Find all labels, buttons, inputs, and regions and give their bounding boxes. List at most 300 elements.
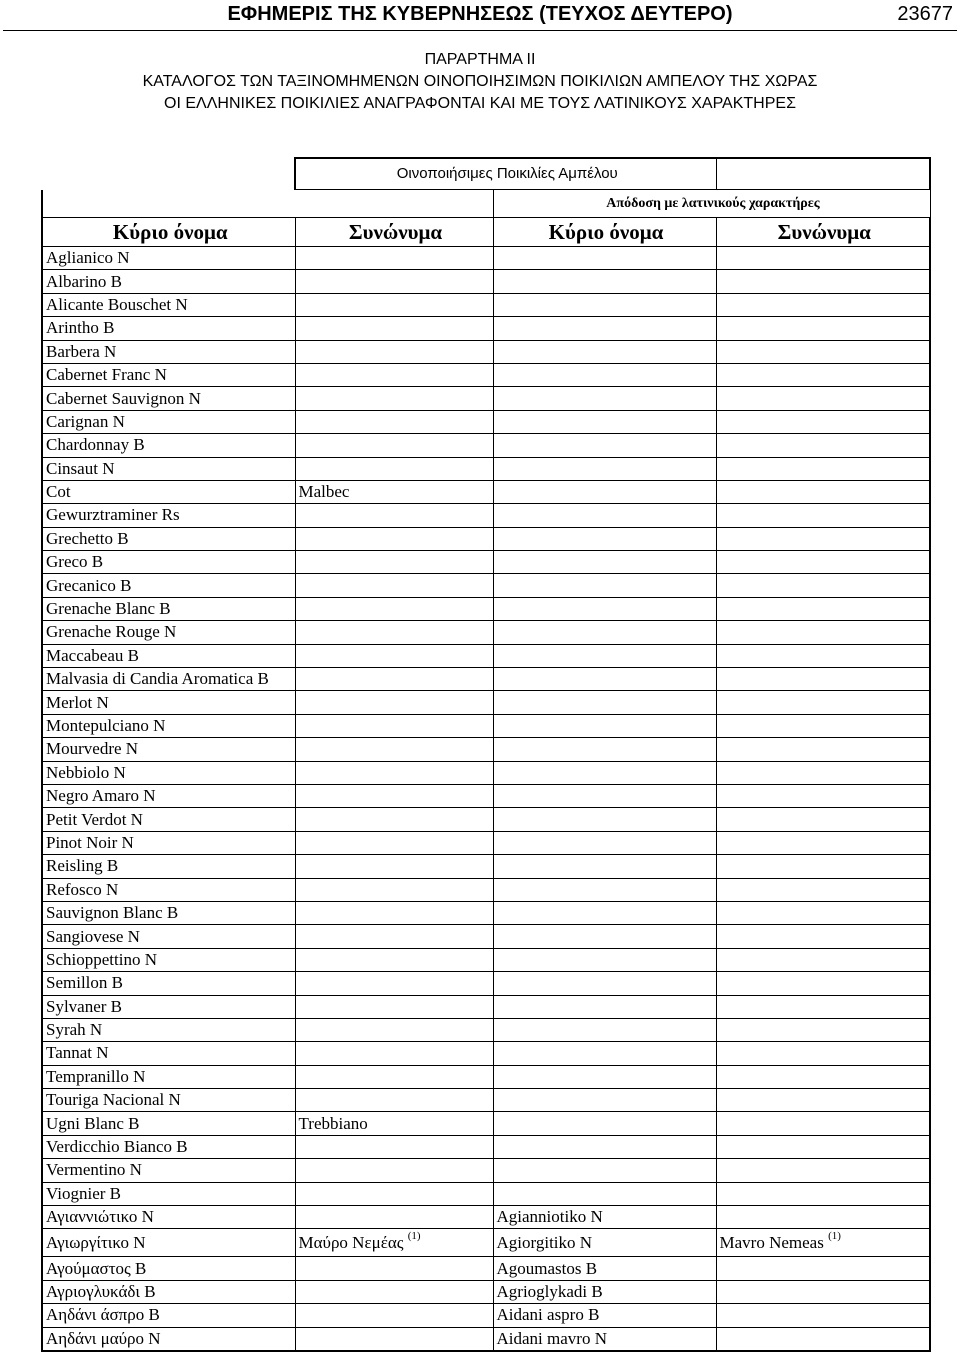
table-cell	[42, 317, 295, 340]
table-cell	[493, 410, 716, 433]
table-cell	[42, 1135, 295, 1158]
table-cell	[716, 995, 930, 1018]
table-row	[42, 714, 930, 737]
variety-main-name: Gewurztraminer Rs	[46, 505, 180, 525]
variety-main-name: Αγιαννιώτικο N	[46, 1207, 154, 1227]
table-cell	[295, 1018, 493, 1041]
table-cell	[295, 1089, 493, 1112]
table-cell	[716, 504, 930, 527]
table-cell	[295, 1304, 493, 1327]
running-title: ΕΦΗΜΕΡΙΣ ΤΗΣ ΚΥΒΕΡΝΗΣΕΩΣ (ΤΕΥΧΟΣ ΔΕΥΤΕΡΟ)	[227, 3, 733, 25]
table-cell	[42, 901, 295, 924]
table-row	[42, 901, 930, 924]
table-cell	[493, 1304, 716, 1327]
table-cell	[493, 504, 716, 527]
table-cell	[42, 410, 295, 433]
table-cell	[493, 457, 716, 480]
group-caption: Οινοποιήσιμες Ποικιλίες Αμπέλου	[295, 158, 716, 190]
table-cell	[295, 551, 493, 574]
table-cell	[295, 504, 493, 527]
table-cell	[716, 1089, 930, 1112]
document-heading	[0, 49, 960, 115]
table-cell	[716, 1304, 930, 1327]
table-cell	[716, 925, 930, 948]
footnote-marker: (1)	[828, 1230, 841, 1243]
table-cell	[716, 363, 930, 386]
table-cell	[716, 1112, 930, 1135]
table-row	[42, 387, 930, 410]
table-cell	[716, 691, 930, 714]
table-cell	[42, 293, 295, 316]
table-cell	[295, 855, 493, 878]
appendix-label: ΠΑΡΑΡΤΗΜΑ ΙΙ	[424, 51, 536, 68]
table-cell	[295, 270, 493, 293]
table-cell	[295, 363, 493, 386]
page-number: 23677	[897, 3, 953, 25]
table-cell	[493, 761, 716, 784]
table-cell	[42, 1018, 295, 1041]
table-cell	[295, 387, 493, 410]
table-cell	[42, 247, 295, 270]
table-cell	[42, 340, 295, 363]
table-cell	[42, 1280, 295, 1303]
table-row	[42, 878, 930, 901]
table-cell	[295, 574, 493, 597]
table-cell	[42, 995, 295, 1018]
variety-main-name: Verdicchio Bianco B	[46, 1137, 188, 1157]
table-cell	[295, 691, 493, 714]
table-row	[42, 363, 930, 386]
table-cell	[42, 761, 295, 784]
varieties-table	[41, 157, 931, 1352]
table-cell	[42, 480, 295, 503]
table-cell	[716, 1206, 930, 1229]
variety-main-name: Greco B	[46, 552, 104, 572]
table-cell	[493, 340, 716, 363]
table-cell	[295, 1257, 493, 1280]
variety-latin-main-name: Aidani aspro B	[496, 1305, 600, 1325]
table-cell	[493, 1280, 716, 1303]
variety-main-name: Αηδάνι άσπρο B	[46, 1305, 160, 1325]
variety-main-name: Tempranillo N	[46, 1066, 146, 1086]
variety-main-name: Montepulciano N	[46, 716, 166, 735]
table-cell	[295, 1229, 493, 1257]
table-cell	[42, 784, 295, 807]
table-cell	[493, 480, 716, 503]
table-row	[42, 1280, 930, 1303]
variety-main-name: Cabernet Sauvignon N	[46, 388, 201, 408]
variety-latin-main-name: Agoumastos B	[496, 1258, 598, 1278]
table-row	[42, 1206, 930, 1229]
variety-synonym: Μαύρο Νεμέας	[298, 1232, 404, 1252]
table-row	[42, 1304, 930, 1327]
table-cell	[716, 574, 930, 597]
variety-main-name: Sylvaner B	[46, 996, 123, 1016]
table-cell	[493, 621, 716, 644]
variety-main-name: Chardonnay B	[46, 435, 145, 455]
table-cell	[295, 317, 493, 340]
table-cell	[716, 1327, 930, 1351]
variety-main-name: Refosco N	[46, 879, 119, 899]
table-cell	[716, 1042, 930, 1065]
table-row	[42, 1018, 930, 1041]
table-row	[42, 1229, 930, 1257]
table-cell	[42, 948, 295, 971]
table-cell	[493, 1182, 716, 1205]
variety-main-name: Alicante Bouschet N	[46, 294, 188, 314]
table-row	[42, 574, 930, 597]
table-row	[42, 1135, 930, 1158]
variety-main-name: Malvasia di Candia Aromatica B	[46, 669, 269, 689]
variety-main-name: Albarino B	[46, 271, 123, 291]
table-cell	[295, 1112, 493, 1135]
table-row	[42, 551, 930, 574]
table-cell	[493, 1229, 716, 1257]
variety-main-name: Tannat N	[46, 1043, 109, 1063]
table-row	[42, 784, 930, 807]
table-cell	[295, 457, 493, 480]
table-cell	[493, 668, 716, 691]
table-cell	[716, 901, 930, 924]
table-cell	[716, 831, 930, 854]
table-cell	[42, 387, 295, 410]
table-cell	[493, 1089, 716, 1112]
table-cell	[295, 972, 493, 995]
table-cell	[716, 644, 930, 667]
table-cell	[493, 855, 716, 878]
table-cell	[295, 668, 493, 691]
variety-main-name: Αγούμαστος B	[46, 1258, 147, 1278]
table-row	[42, 668, 930, 691]
table-cell	[716, 270, 930, 293]
table-cell	[42, 1065, 295, 1088]
table-cell	[295, 831, 493, 854]
column-header-latin-synonym: Συνώνυμα	[716, 218, 930, 247]
variety-main-name: Cot	[46, 482, 71, 502]
table-cell	[295, 1327, 493, 1351]
table-row	[42, 527, 930, 550]
table-row	[42, 317, 930, 340]
table-row	[42, 410, 930, 433]
table-cell	[716, 808, 930, 831]
table-cell	[42, 714, 295, 737]
table-cell	[493, 1018, 716, 1041]
table-row	[42, 644, 930, 667]
table-cell	[493, 738, 716, 761]
table-cell	[295, 901, 493, 924]
table-cell	[493, 387, 716, 410]
table-cell	[493, 808, 716, 831]
table-cell	[493, 270, 716, 293]
variety-main-name: Touriga Nacional N	[46, 1090, 181, 1110]
table-cell	[493, 901, 716, 924]
variety-main-name: Vermentino N	[46, 1160, 142, 1180]
table-cell	[493, 878, 716, 901]
table-cell	[716, 948, 930, 971]
table-cell	[295, 597, 493, 620]
table-cell	[42, 597, 295, 620]
table-cell	[295, 808, 493, 831]
latin-caption: Απόδοση με λατινικούς χαρακτήρες	[493, 190, 930, 218]
variety-main-name: Semillon B	[46, 973, 123, 993]
table-cell	[493, 247, 716, 270]
variety-main-name: Sauvignon Blanc B	[46, 903, 179, 923]
table-cell	[295, 340, 493, 363]
table-cell	[493, 995, 716, 1018]
variety-synonym: Malbec	[298, 482, 350, 502]
table-cell	[716, 480, 930, 503]
table-cell	[42, 831, 295, 854]
table-cell	[493, 925, 716, 948]
table-cell	[493, 714, 716, 737]
variety-latin-main-name: Aidani mavro N	[496, 1328, 607, 1348]
table-cell	[295, 293, 493, 316]
table-row	[42, 1182, 930, 1205]
table-cell	[295, 925, 493, 948]
table-cell	[295, 247, 493, 270]
table-cell	[493, 597, 716, 620]
variety-main-name: Schioppettino N	[46, 949, 157, 969]
table-cell	[42, 668, 295, 691]
table-cell	[493, 1159, 716, 1182]
table-cell	[295, 878, 493, 901]
table-cell	[295, 738, 493, 761]
table-cell	[295, 434, 493, 457]
table-cell	[716, 1018, 930, 1041]
table-row	[42, 831, 930, 854]
running-header	[3, 0, 957, 31]
variety-main-name: Merlot N	[46, 692, 109, 712]
table-cell	[295, 1135, 493, 1158]
variety-main-name: Grecanico B	[46, 575, 132, 595]
table-cell	[493, 527, 716, 550]
table-cell	[716, 1182, 930, 1205]
table-row	[42, 925, 930, 948]
table-cell	[716, 293, 930, 316]
table-cell	[295, 1206, 493, 1229]
table-cell	[42, 1042, 295, 1065]
table-row	[42, 1089, 930, 1112]
table-row	[42, 855, 930, 878]
table-row	[42, 457, 930, 480]
table-row	[42, 1112, 930, 1135]
table-cell	[493, 691, 716, 714]
variety-main-name: Αγιωργίτικο N	[46, 1232, 146, 1252]
table-cell	[716, 761, 930, 784]
table-row	[42, 504, 930, 527]
variety-main-name: Ugni Blanc B	[46, 1113, 140, 1133]
table-cell	[42, 457, 295, 480]
table-cell	[42, 1304, 295, 1327]
table-cell	[42, 808, 295, 831]
table-cell	[716, 597, 930, 620]
table-cell	[716, 878, 930, 901]
table-row	[42, 597, 930, 620]
table-cell	[42, 972, 295, 995]
table-cell	[493, 434, 716, 457]
table-row	[42, 1257, 930, 1280]
table-cell	[42, 1327, 295, 1351]
table-cell	[493, 1206, 716, 1229]
table-row	[42, 691, 930, 714]
table-cell	[295, 480, 493, 503]
table-cell	[716, 1135, 930, 1158]
variety-main-name: Cinsaut N	[46, 458, 115, 478]
table-cell	[295, 761, 493, 784]
table-cell	[716, 1229, 930, 1257]
table-row	[42, 293, 930, 316]
table-cell	[42, 434, 295, 457]
table-row	[42, 270, 930, 293]
table-cell	[716, 621, 930, 644]
variety-main-name: Aglianico N	[46, 248, 130, 268]
table-row	[42, 340, 930, 363]
table-cell	[716, 668, 930, 691]
table-cell	[295, 1182, 493, 1205]
variety-main-name: Pinot Noir N	[46, 832, 134, 852]
table-row	[42, 738, 930, 761]
variety-main-name: Petit Verdot N	[46, 809, 143, 829]
variety-main-name: Grechetto B	[46, 528, 129, 548]
table-cell	[42, 504, 295, 527]
table-cell	[716, 317, 930, 340]
table-cell	[493, 1065, 716, 1088]
table-cell	[295, 995, 493, 1018]
variety-main-name: Carignan N	[46, 411, 125, 431]
variety-latin-main-name: Agrioglykadi B	[496, 1281, 603, 1301]
table-cell	[716, 714, 930, 737]
table-cell	[42, 691, 295, 714]
table-cell	[42, 878, 295, 901]
table-cell	[295, 1065, 493, 1088]
variety-main-name: Maccabeau B	[46, 645, 139, 665]
table-cell	[716, 410, 930, 433]
variety-main-name: Nebbiolo N	[46, 762, 126, 782]
table-cell	[493, 293, 716, 316]
table-cell	[493, 831, 716, 854]
table-cell	[493, 551, 716, 574]
table-cell	[716, 1257, 930, 1280]
table-cell	[42, 1182, 295, 1205]
table-cell	[493, 574, 716, 597]
footnote-marker: (1)	[407, 1230, 421, 1243]
table-cell	[42, 527, 295, 550]
table-cell	[493, 317, 716, 340]
variety-main-name: Grenache Rouge N	[46, 622, 177, 642]
table-cell	[716, 387, 930, 410]
table-cell	[716, 1159, 930, 1182]
table-cell	[493, 1112, 716, 1135]
table-row	[42, 1042, 930, 1065]
table-cell	[295, 410, 493, 433]
column-header-synonym: Συνώνυμα	[295, 218, 493, 247]
table-cell	[716, 527, 930, 550]
table-row	[42, 761, 930, 784]
table-cell	[493, 972, 716, 995]
variety-main-name: Reisling B	[46, 856, 119, 876]
table-cell	[493, 784, 716, 807]
variety-main-name: Mourvedre N	[46, 739, 139, 759]
table-cell	[716, 738, 930, 761]
table-cell	[295, 644, 493, 667]
table-cell	[493, 948, 716, 971]
variety-main-name: Αγριογλυκάδι B	[46, 1281, 156, 1301]
heading-line-1: ΚΑΤΑΛΟΓΟΣ ΤΩΝ ΤΑΞΙΝΟΜΗΜΕΝΩΝ ΟΙΝΟΠΟΙΗΣΙΜΩΝ ΠΟΙΚΙΛΙΩΝ ΑΜΠΕΛΟΥ ΤΗΣ ΧΩΡΑΣ	[142, 73, 818, 90]
table-cell	[42, 574, 295, 597]
variety-main-name: Cabernet Franc N	[46, 365, 167, 385]
table-row	[42, 247, 930, 270]
table-row	[42, 480, 930, 503]
table-cell	[42, 270, 295, 293]
table-cell	[42, 1159, 295, 1182]
table-cell	[42, 925, 295, 948]
table-cell	[295, 621, 493, 644]
table-cell	[716, 1280, 930, 1303]
variety-main-name: Negro Amaro N	[46, 786, 156, 806]
table-cell	[716, 1065, 930, 1088]
variety-main-name: Barbera N	[46, 341, 117, 361]
table-cell	[493, 1042, 716, 1065]
table-cell	[42, 855, 295, 878]
table-cell	[295, 1159, 493, 1182]
table-cell	[42, 644, 295, 667]
table-cell	[716, 434, 930, 457]
table-cell	[716, 972, 930, 995]
variety-main-name: Syrah N	[46, 1020, 103, 1040]
variety-main-name: Sangiovese N	[46, 926, 140, 946]
table-cell	[42, 621, 295, 644]
variety-latin-main-name: Agiorgitiko N	[496, 1232, 593, 1252]
table-row	[42, 1159, 930, 1182]
table-row	[42, 948, 930, 971]
table-cell	[493, 644, 716, 667]
table-cell	[42, 1206, 295, 1229]
table-row	[42, 995, 930, 1018]
table-cell	[42, 1089, 295, 1112]
table-cell	[716, 784, 930, 807]
table-cell	[493, 1135, 716, 1158]
variety-latin-synonym: Mavro Nemeas	[719, 1232, 824, 1252]
table-group-header	[42, 158, 930, 190]
variety-main-name: Arintho B	[46, 318, 115, 338]
table-cell	[42, 551, 295, 574]
variety-latin-main-name: Agianniotiko N	[496, 1207, 603, 1227]
column-header-main: Κύριο όνομα	[42, 218, 295, 247]
table-row	[42, 434, 930, 457]
table-cell	[42, 363, 295, 386]
column-header-row	[42, 218, 930, 247]
table-cell	[716, 457, 930, 480]
table-cell	[716, 340, 930, 363]
table-cell	[716, 247, 930, 270]
table-cell	[493, 1257, 716, 1280]
table-cell	[295, 1042, 493, 1065]
column-header-latin-main: Κύριο όνομα	[493, 218, 716, 247]
variety-main-name: Αηδάνι μαύρο N	[46, 1328, 161, 1348]
table-row	[42, 1327, 930, 1351]
heading-line-2: ΟΙ ΕΛΛΗΝΙΚΕΣ ΠΟΙΚΙΛΙΕΣ ΑΝΑΓΡΑΦΟΝΤΑΙ ΚΑΙ ΜΕ ΤΟΥΣ ΛΑΤΙΝΙΚΟΥΣ ΧΑΡΑΚΤΗΡΕΣ	[164, 95, 796, 112]
table-cell	[295, 1280, 493, 1303]
table-cell	[295, 527, 493, 550]
table-row	[42, 621, 930, 644]
table-cell	[493, 363, 716, 386]
variety-synonym: Trebbiano	[298, 1113, 368, 1133]
table-row	[42, 1065, 930, 1088]
table-cell	[716, 551, 930, 574]
table-cell	[295, 714, 493, 737]
table-cell	[716, 855, 930, 878]
table-cell	[42, 1229, 295, 1257]
